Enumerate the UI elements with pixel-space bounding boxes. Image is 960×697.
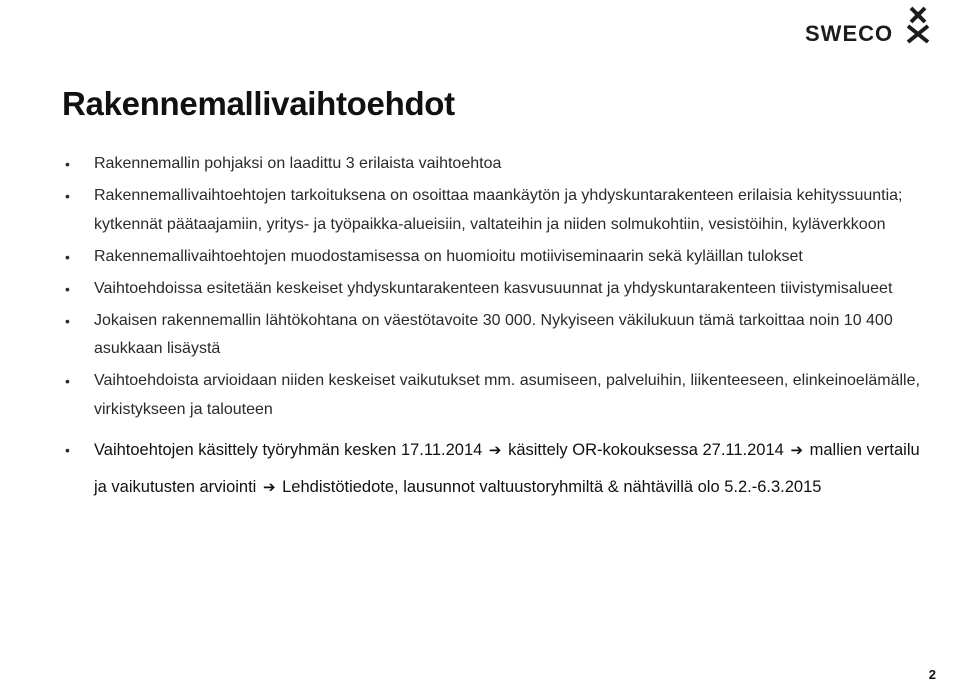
- schedule-text-4: Lehdistötiedote, lausunnot valtuustoryhmiltä & nähtävillä olo 5.2.-6.3.2015: [282, 477, 822, 496]
- bullet-dot-icon: •: [65, 248, 70, 265]
- schedule-text-2: käsittely OR-kokouksessa 27.11.2014: [508, 441, 784, 459]
- bullet-text: Rakennemallivaihtoehtojen muodostamisessa on huomioitu motiiviseminaarin sekä kyläillan tulokset: [94, 247, 803, 265]
- bullet-item: [62, 243, 922, 272]
- sweco-logo-text: SWECO: [805, 21, 894, 46]
- bullet-text: Vaihtoehdoista arvioidaan niiden keskeiset vaikutukset mm. asumiseen, palveluihin, liikenteeseen, elinkeinoelämälle, virkistykseen ja talouteen: [94, 372, 920, 418]
- bullet-dot-icon: •: [65, 188, 70, 204]
- arrow-right-icon: ➔: [790, 441, 804, 459]
- bullet-text: Jokaisen rakennemallin lähtökohtana on väestötavoite 30 000. Nykyiseen väkilukuun tämä tarkoittaa noin 10 400 asukkaan lisäystä: [94, 311, 893, 357]
- slide-title: Rakennemallivaihtoehdot: [62, 85, 455, 122]
- bullet-text: Rakennemallivaihtoehtojen tarkoituksena on osoittaa maankäytön ja yhdyskuntarakenteen erilaisia kehityssuuntia; kytkennät päätaajamiin, yritys- ja työpaikka-alueisiin, valtateihin ja niiden solmukohtiin, vesistöihin, kyläverkkoon: [94, 187, 903, 233]
- bullet-item-schedule: [62, 432, 922, 505]
- bullet-item: [62, 275, 922, 304]
- sweco-logo: [803, 4, 937, 48]
- bullet-dot-icon: •: [65, 312, 70, 329]
- bullet-item: [62, 150, 922, 179]
- schedule-text-3: mallien vertailu ja vaikutusten arviointi: [94, 441, 920, 496]
- bullet-item: [62, 307, 922, 364]
- page-number: 2: [928, 667, 936, 682]
- bullet-item: [62, 182, 922, 239]
- schedule-text-1: Vaihtoehtojen käsittely työryhmän kesken 17.11.2014: [94, 441, 483, 459]
- arrow-right-icon: ➔: [488, 441, 502, 459]
- bullet-text: Rakennemallin pohjaksi on laadittu 3 erilaista vaihtoehtoa: [94, 155, 502, 172]
- bullet-list: [62, 150, 922, 509]
- bullet-text: Vaihtoehdoissa esitetään keskeiset yhdyskuntarakenteen kasvusuunnat ja yhdyskuntarakenteen tiivistymisalueet: [94, 279, 893, 297]
- bullet-dot-icon: •: [65, 156, 70, 172]
- bullet-dot-icon: •: [65, 280, 70, 297]
- bullet-dot-icon: •: [65, 373, 70, 389]
- arrow-right-icon: ➔: [262, 477, 276, 496]
- bullet-dot-icon: •: [65, 442, 70, 458]
- bullet-item: [62, 367, 922, 424]
- sweco-logo-mark-icon: [901, 4, 935, 44]
